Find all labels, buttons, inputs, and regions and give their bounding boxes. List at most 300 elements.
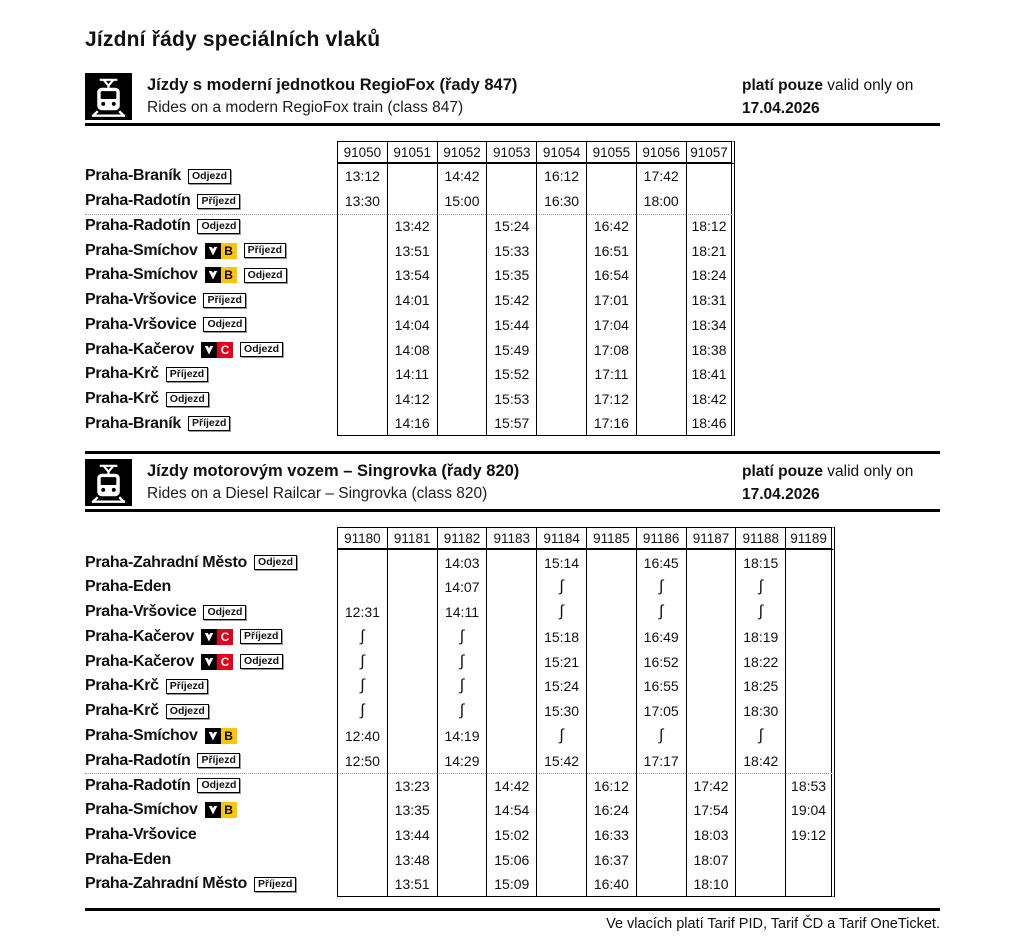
time-cell <box>437 387 487 412</box>
station-row-label <box>85 600 337 625</box>
departure-badge: Odjezd <box>188 169 231 184</box>
pass-through-symbol: ∫ <box>437 699 487 724</box>
pass-through-symbol: ∫ <box>636 724 686 749</box>
time-cell <box>636 412 686 437</box>
station-row-label <box>85 387 337 412</box>
time-cell: 17:54 <box>686 798 736 823</box>
time-cell <box>586 164 636 189</box>
time-cell <box>387 625 437 650</box>
time-cell: 16:42 <box>586 214 636 239</box>
time-cell: 15:53 <box>486 387 536 412</box>
time-cell <box>536 337 586 362</box>
arrival-badge: Příjezd <box>197 753 239 768</box>
train-icon <box>85 459 132 506</box>
time-cell <box>536 798 586 823</box>
station-name: Praha-Vršovice <box>85 291 197 309</box>
time-cell: 18:21 <box>686 238 736 263</box>
train-number: 91186 <box>636 527 686 550</box>
time-cell: 16:40 <box>586 872 636 897</box>
time-cell <box>337 288 387 313</box>
time-cell <box>636 823 686 848</box>
time-cell: 16:12 <box>586 773 636 798</box>
time-cell <box>437 288 487 313</box>
time-cell <box>387 748 437 773</box>
time-cell: 18:41 <box>686 362 736 387</box>
pass-through-symbol: ∫ <box>636 600 686 625</box>
time-cell: 18:42 <box>735 748 785 773</box>
divider-rule <box>85 123 940 126</box>
pass-through-symbol: ∫ <box>337 649 387 674</box>
station-name: Praha-Zahradní Město <box>85 553 248 571</box>
prague-metro-logo-icon <box>201 654 217 670</box>
time-cell: 16:52 <box>636 649 686 674</box>
station-row-label <box>85 412 337 437</box>
time-cell: 16:54 <box>586 263 636 288</box>
train-number: 91055 <box>586 141 636 164</box>
time-cell <box>437 238 487 263</box>
section-title-cs: Jízdy motorovým vozem – Singrovka (řady 820) <box>147 462 520 481</box>
station-row-label <box>85 263 337 288</box>
time-cell: 18:03 <box>686 823 736 848</box>
station-row-label <box>85 847 337 872</box>
station-row-label <box>85 313 337 338</box>
time-cell: 18:00 <box>636 189 686 214</box>
time-cell: 17:05 <box>636 699 686 724</box>
timetable-singrovka <box>85 527 940 897</box>
time-cell <box>636 288 686 313</box>
time-cell: 18:25 <box>735 674 785 699</box>
time-cell: 17:12 <box>586 387 636 412</box>
station-name: Praha-Radotín <box>85 776 191 794</box>
time-cell: 13:42 <box>387 214 437 239</box>
time-cell: 16:33 <box>586 823 636 848</box>
metro-line-letter: C <box>217 342 233 358</box>
divider-rule <box>85 451 940 454</box>
tariff-note: Ve vlacích platí Tarif PID, Tarif ČD a Tarif OneTicket. <box>606 915 940 932</box>
time-cell: 14:01 <box>387 288 437 313</box>
time-cell <box>486 649 536 674</box>
time-cell <box>387 575 437 600</box>
metro-line-c-icon <box>201 654 233 670</box>
time-cell <box>337 337 387 362</box>
time-cell <box>735 823 785 848</box>
time-cell: 18:10 <box>686 872 736 897</box>
time-cell <box>387 550 437 575</box>
validity-bold: platí pouze <box>742 77 823 94</box>
train-number: 91188 <box>735 527 785 550</box>
time-cell <box>636 773 686 798</box>
time-cell <box>536 823 586 848</box>
train-number: 91054 <box>536 141 586 164</box>
station-name: Praha-Radotín <box>85 217 191 235</box>
station-name: Praha-Krč <box>85 365 159 383</box>
time-cell <box>387 724 437 749</box>
prague-metro-logo-icon <box>201 342 217 358</box>
time-cell <box>536 313 586 338</box>
pass-through-symbol: ∫ <box>536 600 586 625</box>
section-title-en: Rides on a modern RegioFox train (class 847) <box>147 99 464 116</box>
arrival-badge: Příjezd <box>166 367 208 382</box>
time-cell: 13:51 <box>387 872 437 897</box>
validity-rest: valid only on <box>822 77 914 94</box>
column-header-spacer <box>85 527 337 550</box>
time-cell: 13:48 <box>387 847 437 872</box>
time-cell <box>735 847 785 872</box>
pass-through-symbol: ∫ <box>735 575 785 600</box>
time-cell: 17:04 <box>586 313 636 338</box>
page-title: Jízdní řády speciálních vlaků <box>85 28 381 51</box>
arrival-badge: Příjezd <box>197 194 239 209</box>
station-name: Praha-Krč <box>85 390 159 408</box>
time-cell <box>636 847 686 872</box>
time-cell <box>686 600 736 625</box>
time-cell <box>785 600 835 625</box>
prague-metro-logo-icon <box>205 802 221 818</box>
station-name: Praha-Kačerov <box>85 652 195 670</box>
time-cell: 15:06 <box>486 847 536 872</box>
metro-line-b-icon <box>205 728 237 744</box>
arrival-badge: Příjezd <box>240 629 282 644</box>
time-cell: 13:23 <box>387 773 437 798</box>
time-cell: 14:42 <box>437 164 487 189</box>
time-cell: 14:19 <box>437 724 487 749</box>
time-cell <box>636 313 686 338</box>
arrival-badge: Příjezd <box>244 243 286 258</box>
station-row-label <box>85 164 337 189</box>
time-cell: 17:01 <box>586 288 636 313</box>
time-cell: 16:37 <box>586 847 636 872</box>
validity-date: 17.04.2026 <box>742 100 820 117</box>
arrival-badge: Příjezd <box>188 416 230 431</box>
divider-rule <box>85 509 940 512</box>
train-number: 91052 <box>437 141 487 164</box>
train-number: 91050 <box>337 141 387 164</box>
time-cell: 15:30 <box>536 699 586 724</box>
time-cell <box>686 575 736 600</box>
time-cell: 16:30 <box>536 189 586 214</box>
validity-bold: platí pouze <box>742 463 823 481</box>
station-name: Praha-Braník <box>85 167 181 185</box>
time-cell: 12:40 <box>337 724 387 749</box>
departure-badge: Odjezd <box>166 392 209 407</box>
time-cell <box>536 412 586 437</box>
prague-metro-logo-icon <box>205 243 221 259</box>
station-name: Praha-Krč <box>85 677 159 695</box>
time-cell: 16:55 <box>636 674 686 699</box>
station-name: Praha-Smíchov <box>85 241 198 259</box>
time-cell <box>337 263 387 288</box>
station-row-label <box>85 674 337 699</box>
time-cell <box>785 575 835 600</box>
departure-badge: Odjezd <box>240 342 283 357</box>
time-cell: 14:16 <box>387 412 437 437</box>
pass-through-symbol: ∫ <box>437 625 487 650</box>
time-cell <box>486 600 536 625</box>
time-cell: 17:17 <box>636 748 686 773</box>
metro-line-c-icon <box>201 342 233 358</box>
time-cell: 13:44 <box>387 823 437 848</box>
time-cell: 18:38 <box>686 337 736 362</box>
time-cell <box>437 214 487 239</box>
time-cell <box>586 550 636 575</box>
departure-badge: Odjezd <box>203 317 246 332</box>
time-cell <box>785 674 835 699</box>
station-row-label <box>85 625 337 650</box>
station-row-label <box>85 238 337 263</box>
time-cell <box>337 214 387 239</box>
arrival-badge: Příjezd <box>203 293 245 308</box>
time-cell: 18:15 <box>735 550 785 575</box>
time-cell: 18:07 <box>686 847 736 872</box>
metro-line-letter: B <box>221 267 237 283</box>
time-cell <box>486 625 536 650</box>
time-cell: 17:42 <box>636 164 686 189</box>
station-row-label <box>85 872 337 897</box>
time-cell <box>536 872 586 897</box>
time-cell: 14:12 <box>387 387 437 412</box>
timetable-grid <box>85 141 940 436</box>
prague-metro-logo-icon <box>201 629 217 645</box>
station-row-label <box>85 337 337 362</box>
time-cell: 14:03 <box>437 550 487 575</box>
time-cell <box>437 798 487 823</box>
station-name: Praha-Kačerov <box>85 627 195 645</box>
time-cell: 13:30 <box>337 189 387 214</box>
time-cell <box>686 649 736 674</box>
pass-through-symbol: ∫ <box>437 649 487 674</box>
time-cell <box>686 699 736 724</box>
departure-badge: Odjezd <box>166 704 209 719</box>
time-cell: 13:54 <box>387 263 437 288</box>
time-cell <box>785 847 835 872</box>
time-cell: 19:04 <box>785 798 835 823</box>
train-number: 91056 <box>636 141 686 164</box>
train-number: 91057 <box>686 141 736 164</box>
time-cell <box>437 337 487 362</box>
time-cell <box>486 724 536 749</box>
validity-rest: valid only on <box>822 463 914 481</box>
time-cell: 16:51 <box>586 238 636 263</box>
time-cell <box>337 412 387 437</box>
time-cell: 18:31 <box>686 288 736 313</box>
station-row-label <box>85 773 337 798</box>
time-cell <box>387 600 437 625</box>
time-cell: 15:09 <box>486 872 536 897</box>
pass-through-symbol: ∫ <box>636 575 686 600</box>
time-cell <box>686 674 736 699</box>
time-cell <box>387 674 437 699</box>
time-cell <box>337 387 387 412</box>
time-cell: 15:24 <box>486 214 536 239</box>
time-cell <box>735 773 785 798</box>
time-cell: 13:12 <box>337 164 387 189</box>
time-cell <box>486 699 536 724</box>
train-number: 91180 <box>337 527 387 550</box>
time-cell: 15:00 <box>437 189 487 214</box>
departure-badge: Odjezd <box>240 654 283 669</box>
section-header-regiofox <box>85 73 940 120</box>
time-cell <box>636 263 686 288</box>
station-name: Praha-Eden <box>85 850 171 868</box>
section-title-cs: Jízdy s moderní jednotkou RegioFox (řady 847) <box>147 76 518 94</box>
time-cell <box>437 313 487 338</box>
time-cell <box>387 699 437 724</box>
time-cell: 18:22 <box>735 649 785 674</box>
time-cell: 17:08 <box>586 337 636 362</box>
time-cell <box>337 823 387 848</box>
time-cell <box>337 575 387 600</box>
time-cell: 18:34 <box>686 313 736 338</box>
station-name: Praha-Braník <box>85 414 181 432</box>
time-cell <box>785 872 835 897</box>
time-cell: 16:24 <box>586 798 636 823</box>
train-number: 91189 <box>785 527 835 550</box>
departure-badge: Odjezd <box>244 268 287 283</box>
train-number: 91184 <box>536 527 586 550</box>
time-cell <box>586 674 636 699</box>
timetable-regiofox <box>85 141 940 436</box>
time-cell <box>337 550 387 575</box>
time-cell: 15:35 <box>486 263 536 288</box>
time-cell: 18:53 <box>785 773 835 798</box>
time-cell: 14:54 <box>486 798 536 823</box>
time-cell <box>686 724 736 749</box>
time-cell: 15:33 <box>486 238 536 263</box>
time-cell <box>536 773 586 798</box>
time-cell <box>486 748 536 773</box>
time-cell <box>586 625 636 650</box>
time-cell <box>636 387 686 412</box>
time-cell <box>536 288 586 313</box>
station-name: Praha-Vršovice <box>85 825 197 843</box>
time-cell <box>536 847 586 872</box>
time-cell <box>337 313 387 338</box>
arrival-badge: Příjezd <box>254 877 296 892</box>
time-cell <box>785 699 835 724</box>
time-cell: 15:52 <box>486 362 536 387</box>
time-cell <box>437 362 487 387</box>
time-cell <box>586 724 636 749</box>
time-cell <box>337 872 387 897</box>
train-number: 91187 <box>686 527 736 550</box>
pass-through-symbol: ∫ <box>337 625 387 650</box>
time-cell <box>636 214 686 239</box>
pass-through-symbol: ∫ <box>536 724 586 749</box>
time-cell: 17:42 <box>686 773 736 798</box>
time-cell: 15:14 <box>536 550 586 575</box>
station-row-label <box>85 362 337 387</box>
time-cell <box>337 362 387 387</box>
validity-note <box>742 73 940 120</box>
time-cell <box>636 798 686 823</box>
train-number: 91051 <box>387 141 437 164</box>
prague-metro-logo-icon <box>205 267 221 283</box>
time-cell <box>437 847 487 872</box>
prague-metro-logo-icon <box>205 728 221 744</box>
station-name: Praha-Krč <box>85 702 159 720</box>
station-name: Praha-Zahradní Město <box>85 875 248 893</box>
time-cell <box>437 823 487 848</box>
station-row-label <box>85 550 337 575</box>
station-name: Praha-Smíchov <box>85 801 198 819</box>
time-cell: 14:07 <box>437 575 487 600</box>
time-cell <box>337 847 387 872</box>
metro-line-letter: C <box>217 654 233 670</box>
metro-line-letter: B <box>221 728 237 744</box>
time-cell <box>636 238 686 263</box>
station-row-label <box>85 189 337 214</box>
station-name: Praha-Radotín <box>85 751 191 769</box>
time-cell: 13:51 <box>387 238 437 263</box>
time-cell <box>486 575 536 600</box>
departure-badge: Odjezd <box>203 605 246 620</box>
time-cell: 14:11 <box>437 600 487 625</box>
time-cell: 15:42 <box>486 288 536 313</box>
pass-through-symbol: ∫ <box>536 575 586 600</box>
time-cell: 13:35 <box>387 798 437 823</box>
station-row-label <box>85 823 337 848</box>
time-cell <box>536 263 586 288</box>
time-cell <box>387 649 437 674</box>
metro-line-letter: C <box>217 629 233 645</box>
time-cell <box>536 238 586 263</box>
section-title-en: Rides on a Diesel Railcar – Singrovka (class 820) <box>147 485 488 503</box>
time-cell: 14:11 <box>387 362 437 387</box>
time-cell <box>785 625 835 650</box>
time-cell <box>536 362 586 387</box>
time-cell <box>437 872 487 897</box>
time-cell <box>486 550 536 575</box>
time-cell <box>686 189 736 214</box>
time-cell: 15:42 <box>536 748 586 773</box>
train-number: 91183 <box>486 527 536 550</box>
time-cell: 18:30 <box>735 699 785 724</box>
station-name: Praha-Eden <box>85 578 171 596</box>
pass-through-symbol: ∫ <box>437 674 487 699</box>
station-name: Praha-Vršovice <box>85 315 197 333</box>
time-cell: 16:49 <box>636 625 686 650</box>
time-cell: 12:31 <box>337 600 387 625</box>
time-cell: 14:04 <box>387 313 437 338</box>
time-cell: 17:16 <box>586 412 636 437</box>
pass-through-symbol: ∫ <box>337 699 387 724</box>
time-cell <box>636 337 686 362</box>
train-number: 91181 <box>387 527 437 550</box>
time-cell <box>536 214 586 239</box>
station-row-label <box>85 649 337 674</box>
metro-line-b-icon <box>205 267 237 283</box>
station-row-label <box>85 748 337 773</box>
time-cell: 18:12 <box>686 214 736 239</box>
timetable-grid <box>85 527 940 897</box>
pass-through-symbol: ∫ <box>337 674 387 699</box>
time-cell: 19:12 <box>785 823 835 848</box>
time-cell: 15:21 <box>536 649 586 674</box>
time-cell <box>586 699 636 724</box>
station-row-label <box>85 288 337 313</box>
time-cell: 15:44 <box>486 313 536 338</box>
station-name: Praha-Smíchov <box>85 726 198 744</box>
station-name: Praha-Radotín <box>85 192 191 210</box>
time-cell <box>636 362 686 387</box>
time-cell <box>486 189 536 214</box>
train-icon <box>85 73 132 120</box>
time-cell <box>586 600 636 625</box>
validity-note <box>742 459 940 506</box>
metro-line-c-icon <box>201 629 233 645</box>
departure-badge: Odjezd <box>197 778 240 793</box>
time-cell: 16:12 <box>536 164 586 189</box>
